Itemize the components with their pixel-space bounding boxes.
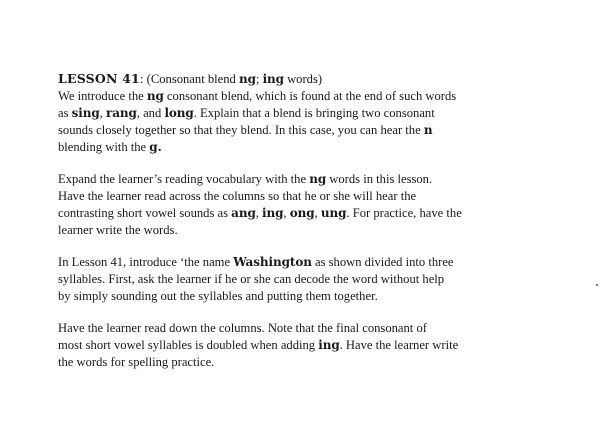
paragraph-line <box>58 122 568 139</box>
paragraph-line <box>58 88 568 105</box>
bold-term: g. <box>149 140 162 154</box>
text-run: We introduce the <box>58 89 147 103</box>
paragraph-line: the words for spelling practice. <box>58 355 215 369</box>
heading-subtitle-post: words) <box>283 72 323 86</box>
bold-term: long <box>164 106 194 120</box>
paragraph-line <box>58 105 568 122</box>
scan-speck <box>596 284 598 286</box>
text-run: contrasting short vowel sounds as <box>58 206 232 220</box>
text-run: . Explain that a blend is bringing two consonant <box>193 106 435 120</box>
bold-term: Washington <box>233 255 312 269</box>
paragraph-line: Have the learner read down the columns. Note that the final consonant of <box>58 321 427 335</box>
paragraph-line <box>58 139 568 156</box>
paragraph-line: Have the learner read across the columns so that he or she will hear the <box>58 189 417 203</box>
paragraph-line <box>58 171 568 188</box>
paragraph-line: syllables. First, ask the learner if he or she can decode the word without help <box>58 272 445 286</box>
heading-subtitle-mid: ; <box>255 72 263 86</box>
text-run: as shown divided into three <box>311 255 454 269</box>
heading-subtitle-ing: ing <box>262 72 284 86</box>
text-run: blending with the <box>58 140 150 154</box>
heading-colon: : <box>139 72 147 86</box>
bold-term: ang <box>231 206 256 220</box>
lesson-heading <box>58 70 568 88</box>
paragraph-line: learner write the words. <box>58 223 178 237</box>
heading-subtitle-ng: ng <box>238 72 256 86</box>
bold-term: n <box>423 123 433 137</box>
paragraph-line <box>58 337 568 354</box>
bold-term: ng <box>309 172 327 186</box>
paragraph-line: by simply sounding out the syllables and putting them together. <box>58 289 378 303</box>
heading-subtitle-pre: (Consonant blend <box>146 72 239 86</box>
bold-term: sing <box>71 106 100 120</box>
bold-term: ong <box>289 206 315 220</box>
lesson-title: LESSON 41 <box>58 71 140 86</box>
text-run: consonant blend, which is found at the end of such words <box>163 89 457 103</box>
text-run: , and <box>136 106 165 120</box>
text-run: , <box>99 106 106 120</box>
bold-term: ing <box>262 206 284 220</box>
bold-term: rang <box>105 106 137 120</box>
paragraph-line <box>58 205 568 222</box>
paragraph-vocabulary <box>58 171 568 239</box>
text-run: , <box>255 206 263 220</box>
paragraph-intro <box>58 88 568 156</box>
text-run: sounds closely together so that they blend. In this case, you can hear the <box>58 123 424 137</box>
text-run: . For practice, have the <box>346 206 462 220</box>
paragraph-line <box>58 254 568 271</box>
text-run: as <box>58 106 72 120</box>
bold-term: ing <box>318 338 340 352</box>
lesson-page <box>58 70 568 386</box>
paragraph-spelling <box>58 320 568 371</box>
text-run: , <box>314 206 321 220</box>
paragraph-washington <box>58 254 568 305</box>
text-run: . Have the learner write <box>339 338 459 352</box>
bold-term: ung <box>320 206 347 220</box>
text-run: words in this lesson. <box>326 172 433 186</box>
text-run: , <box>283 206 290 220</box>
text-run: Expand the learner’s reading vocabulary with the <box>58 172 310 186</box>
bold-term: ng <box>146 89 164 103</box>
text-run: In Lesson 41, introduce ‘the name <box>58 255 234 269</box>
text-run: most short vowel syllables is doubled when adding <box>58 338 319 352</box>
